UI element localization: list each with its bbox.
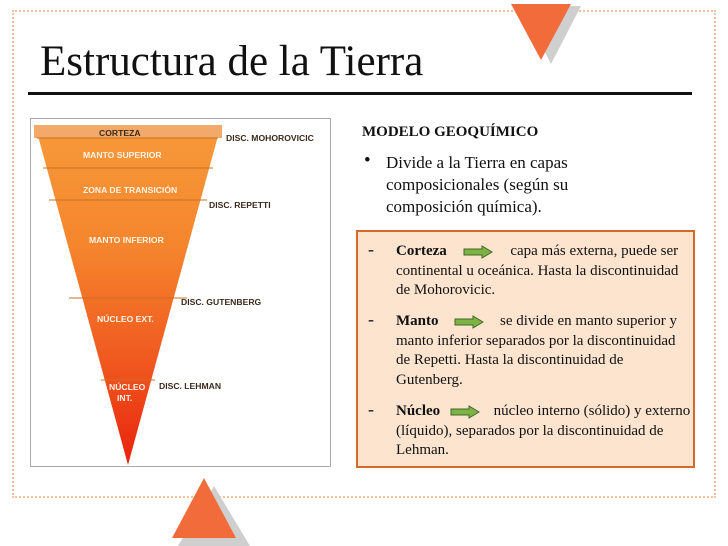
item-term-manto: Manto (396, 313, 439, 329)
layers-info-box (356, 230, 695, 468)
disc-label-repetti: DISC. REPETTI (209, 200, 271, 210)
earth-structure-diagram (30, 118, 331, 467)
item-desc-nucleo: núcleo interno (sólido) y externo (líquido), separados por la discontinuidad de Lehman. (396, 403, 691, 458)
item-dash: - (368, 309, 374, 329)
layer-label-zona-transicion: ZONA DE TRANSICIÓN (83, 185, 178, 195)
item-dash: - (368, 399, 374, 419)
bullet-marker: • (364, 150, 371, 171)
triangle-decoration-top (509, 4, 581, 66)
item-term-nucleo: Núcleo (396, 403, 441, 419)
layer-label-manto-superior: MANTO SUPERIOR (83, 150, 162, 160)
model-heading: MODELO GEOQUÍMICO (362, 124, 539, 140)
right-arrow-icon (450, 405, 480, 419)
right-arrow-icon (454, 315, 484, 329)
item-desc-corteza: capa más externa, puede ser continental u oceánica. Hasta la discontinuidad de Mohorovicic. (396, 243, 679, 298)
item-term-corteza: Corteza (396, 243, 447, 259)
layer-label-nucleo-int-line2: INT. (117, 393, 133, 403)
disc-label-lehman: DISC. LEHMAN (159, 381, 222, 391)
item-desc-manto: se divide en manto superior y manto inferior separados por la discontinuidad de Repetti. Hasta la discontinuidad de Gutenberg. (396, 313, 678, 388)
layer-label-nucleo-ext: NÚCLEO EXT. (97, 314, 154, 324)
layer-label-manto-inferior: MANTO INFERIOR (89, 235, 164, 245)
right-arrow-icon (463, 245, 493, 259)
slide-title: Estructura de la Tierra (40, 38, 424, 85)
title-underline (28, 92, 692, 95)
layer-label-corteza: CORTEZA (99, 128, 141, 138)
earth-cone (35, 125, 221, 465)
triangle-decoration-bottom (170, 478, 250, 546)
model-description: Divide a la Tierra en capas composicionales (según su composición química). (386, 153, 569, 216)
disc-label-mohorovicic: DISC. MOHOROVICIC (226, 133, 314, 143)
disc-label-gutenberg: DISC. GUTENBERG (181, 297, 262, 307)
layer-label-nucleo-int-line1: NÚCLEO (109, 382, 146, 392)
item-dash: - (368, 239, 374, 259)
